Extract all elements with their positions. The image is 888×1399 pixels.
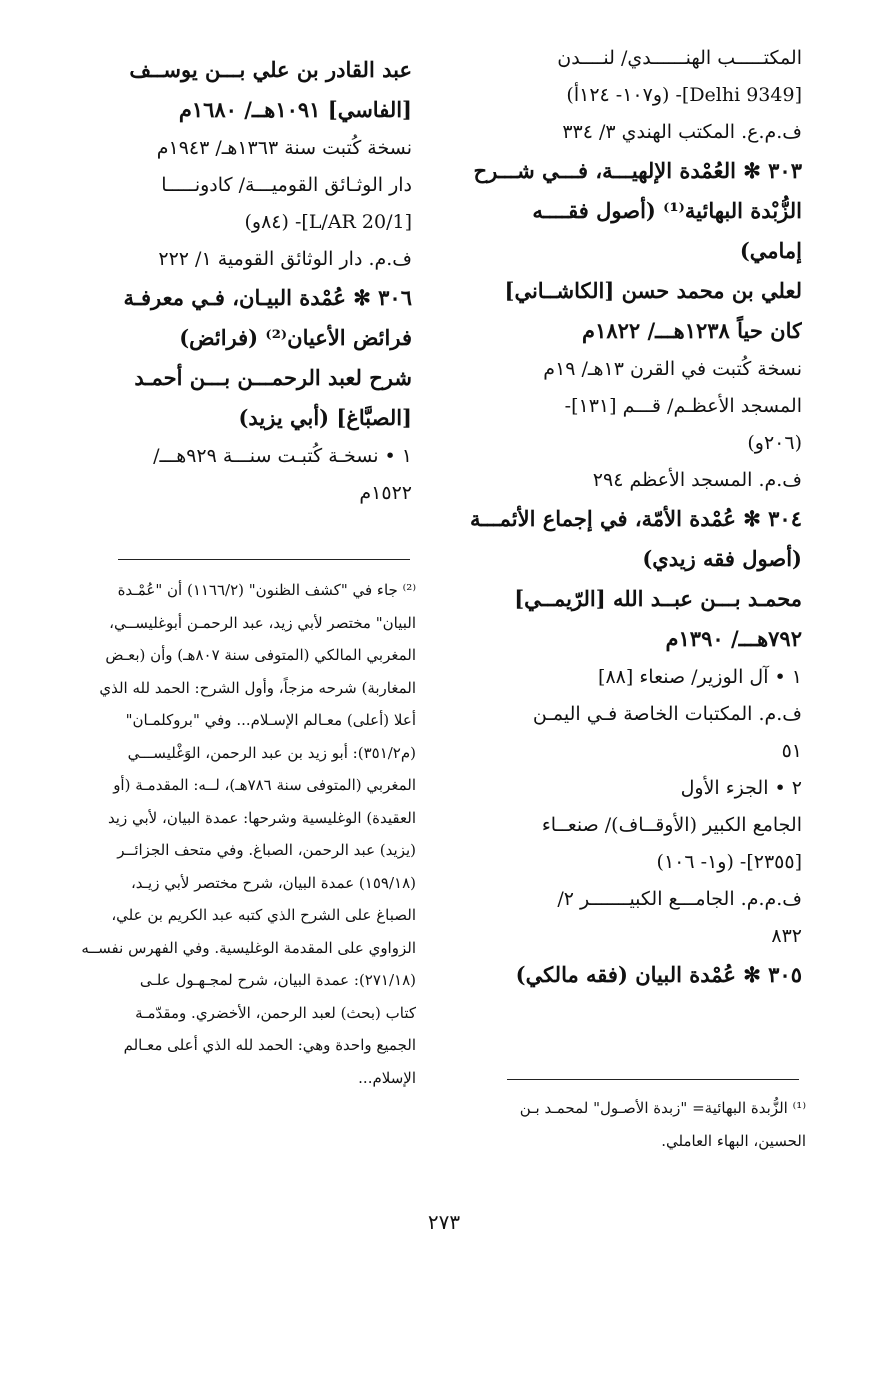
footnote-divider-left [118, 559, 410, 560]
left-column-line: شرح لعبد الرحمـــن بـــن أحمـد [134, 365, 412, 390]
footnote-left-line: المغربي (المتوفى سنة ٧٨٦هـ)، لــه: المقدمـة (أو [113, 776, 416, 794]
page-number: ٢٧٣ [427, 1210, 461, 1234]
right-column-line: ف.م. المسجد الأعظم ٢٩٤ [592, 469, 802, 491]
footnote-left-line: ⁽²⁾ جاء في "كشف الظنون" (١١٦٦/٢) أن "عُمْـدة [117, 581, 416, 599]
footnote-right-line: ⁽¹⁾ الزُّبدة البهائية= "زبدة الأصـول" لمحمـد بـن [519, 1099, 806, 1117]
footnote-divider-right [507, 1079, 799, 1080]
footnote-left [76, 574, 416, 1094]
right-column-line: ٢ • الجزء الأول [680, 777, 802, 799]
right-column-line: كان حياً ١٢٣٨هـــ/ ١٨٢٢م [582, 318, 802, 343]
left-column [72, 50, 412, 512]
left-column-line: دار الوثـائق القوميـــة/ كادونـــــا [161, 174, 412, 196]
footnote-left-line: (٢٧١/١٨): عمدة البيان، شرح لمجـهـول علـى [139, 971, 416, 989]
left-column-line: نسخة كُتبت سنة ١٣٦٣هـ/ ١٩٤٣م [156, 137, 412, 159]
left-column-line: ١ • نسخـة كُتبـت سنـــة ٩٢٩هـــ/ [153, 445, 412, 467]
footnote-left-line: الزواوي على المقدمة الوغليسية. وفي الفهرس نفســه [81, 938, 416, 957]
left-column-line: [L/AR 20/1]- (٨٤و) [244, 211, 412, 233]
right-column-line: إمامي) [739, 238, 802, 263]
left-column-line: ١٥٢٢م [359, 482, 412, 504]
right-column-line: ٧٩٢هـــ/ ١٣٩٠م [665, 626, 802, 651]
left-column-line: عبد القادر بن علي بـــن يوســف [129, 57, 412, 82]
right-column-line: ف.م.م. الجامـــع الكبيـــــــر ٢/ [557, 888, 802, 910]
right-column-line: ٨٣٢ [771, 925, 802, 947]
footnote-left-line: المغاربة) شرحه مزجاً، وأول الشرح: الحمد لله الذي [99, 678, 416, 697]
right-column-line: ٣٠٣ ✻ العُمْدة الإلهيـــة، فـــي شـــرح [473, 158, 802, 183]
right-column-line: (أصول فقه زيدي) [642, 546, 802, 571]
right-column-line: المسجد الأعظـم/ قـــم [١٣١]- [564, 395, 802, 417]
right-column-line: نسخة كُتبت في القرن ١٣هـ/ ١٩م [543, 358, 802, 380]
footnote-left-line: كتاب (بحث) لعبد الرحمن، الأخضري. ومقدّمـة [135, 1003, 416, 1022]
left-column-line: ٣٠٦ ✻ عُمْدة البيـان، فـي معرفـة [123, 285, 412, 310]
footnote-left-line: (م٣٥١/٢): أبو زيد بن عبد الرحمن، الوَغْليســـي [127, 743, 416, 762]
right-column-line: ف.م. المكتبات الخاصة فـي اليمـن [532, 703, 802, 725]
footnote-left-line: الإسلام... [358, 1068, 416, 1087]
left-column-line: [الصبَّاغ] (أبي يزيد) [238, 405, 412, 430]
right-column-line: ٣٠٥ ✻ عُمْدة البيان (فقه مالكي) [515, 962, 802, 987]
right-column-line: لعلي بن محمد حسن [الكاشــاني] [504, 278, 802, 303]
footnote-right [466, 1092, 806, 1157]
right-column-line: الجامع الكبير (الأوقــاف)/ صنعــاء [541, 814, 802, 836]
footnote-left-line: البيان" مختصر لأبي زيد، عبد الرحمـن أبوغليســي، [109, 613, 416, 632]
left-column-line: [الفاسي] ١٠٩١هــ/ ١٦٨٠م [178, 97, 412, 122]
right-column-line: [Delhi 9349]- (و١٠٧- ١٢٤أ) [566, 84, 802, 106]
right-column [452, 40, 802, 995]
right-column-line: ٣٠٤ ✻ عُمْدة الأمّة، في إجماع الأئمـــة [469, 506, 802, 531]
right-column-line: الزُّبْدة البهائية⁽¹⁾ (أصول فقــــه [532, 198, 802, 223]
footnote-left-line: الصباغ على الشرح الذي كتبه عبد الكريم بن علي، [111, 906, 416, 924]
footnote-left-line: (١٥٩/١٨) عمدة البيان، شرح مختصر لأبي زيـد، [130, 873, 416, 892]
right-column-line: (٢٠٦و) [747, 432, 802, 454]
footnote-left-line: (يزيد) عبد الرحمن، الصباغ. وفي متحف الجزائــر [117, 841, 416, 859]
footnote-left-line: أعلا (أعلى) معـالم الإسـلام... وفي "بروكلمـان" [125, 711, 416, 729]
right-column-line: ٥١ [781, 740, 802, 762]
right-column-line: ف.م.ع. المكتب الهندي ٣/ ٣٣٤ [562, 121, 802, 143]
left-column-line: ف.م. دار الوثائق القومية ١/ ٢٢٢ [158, 248, 412, 270]
right-column-line: محمـد بـــن عبــد الله [الرّيمــي] [514, 586, 802, 611]
right-column-line: ١ • آل الوزير/ صنعاء [٨٨] [598, 666, 802, 688]
footnote-left-line: العقيدة) الوغليسية وشرحها: عمدة البيان، لأبي زيد [107, 808, 416, 827]
left-column-line: فرائض الأعيان⁽²⁾ (فرائض) [179, 325, 412, 350]
footnote-right-line: الحسين، البهاء العاملي. [661, 1131, 806, 1150]
right-column-line: المكتـــــب الهنــــــدي/ لنــــدن [557, 47, 802, 69]
footnote-left-line: الجميع واحدة وهي: الحمد لله الذي أعلى معـالم [123, 1036, 416, 1054]
footnote-left-line: المغربي المالكي (المتوفى سنة ٨٠٧هـ) وأن (بعـض [105, 646, 416, 664]
right-column-line: [٢٣٥٥]- (و١- ١٠٦) [656, 851, 802, 873]
